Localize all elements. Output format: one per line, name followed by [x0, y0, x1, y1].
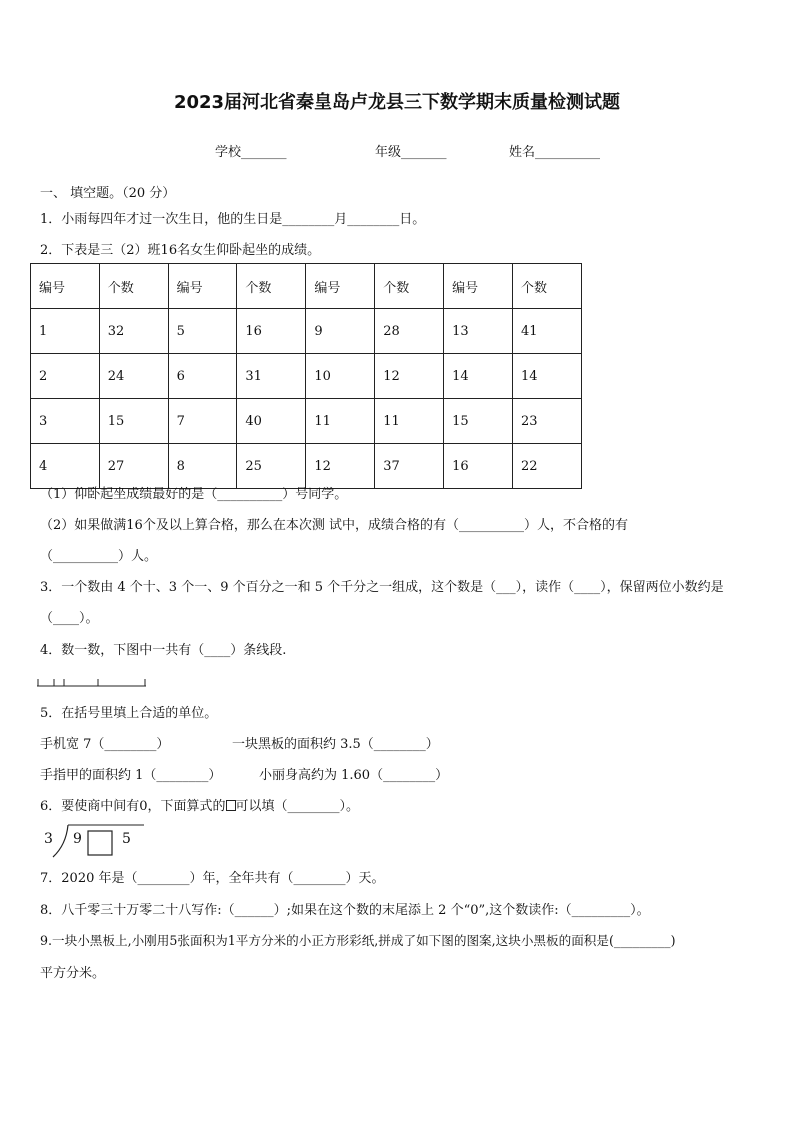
question-7: 7．2020 年是（________）年，全年共有（________）天。	[40, 871, 385, 886]
table-cell: 25	[237, 444, 306, 489]
dividend-digit: 5	[122, 831, 131, 847]
question-9-line1: 9.一块小黑板上,小刚用5张面积为1平方分米的小正方形彩纸,拼成了如下图的图案,这块小黑板的面积是(_________)	[40, 933, 676, 948]
division-bracket	[53, 825, 68, 857]
table-cell: 14	[444, 354, 513, 399]
table-cell: 15	[444, 399, 513, 444]
column-header: 编号	[306, 264, 375, 309]
question-2: 2．下表是三（2）班16名女生仰卧起坐的成绩。	[40, 243, 321, 258]
table-header-row	[31, 264, 582, 309]
question-5b: 一块黑板的面积约 3.5（________）	[232, 737, 439, 752]
table-row	[31, 309, 582, 354]
table-cell: 13	[444, 309, 513, 354]
question-5d: 小丽身高约为 1.60（________）	[259, 768, 449, 783]
table-cell: 31	[237, 354, 306, 399]
table-cell: 22	[513, 444, 582, 489]
table-cell: 27	[99, 444, 168, 489]
question-4: 4．数一数，下图中一共有（____）条线段.	[40, 643, 287, 658]
table-cell: 11	[375, 399, 444, 444]
column-header: 编号	[31, 264, 100, 309]
table-cell: 5	[168, 309, 237, 354]
table-cell: 23	[513, 399, 582, 444]
table-cell: 16	[237, 309, 306, 354]
table-cell: 2	[31, 354, 100, 399]
column-header: 编号	[444, 264, 513, 309]
table-cell: 32	[99, 309, 168, 354]
table-cell: 15	[99, 399, 168, 444]
column-header: 个数	[237, 264, 306, 309]
table-cell: 8	[168, 444, 237, 489]
table-cell: 9	[306, 309, 375, 354]
column-header: 编号	[168, 264, 237, 309]
table-row	[31, 354, 582, 399]
question-2-2-line1: （2）如果做满16个及以上算合格，那么在本次测 试中，成绩合格的有（__________）人，不合格的有	[40, 518, 628, 533]
table-row	[31, 399, 582, 444]
table-cell: 11	[306, 399, 375, 444]
question-8: 8．八千零三十万零二十八写作:（______）;如果在这个数的末尾添上 2 个“0”,这个数读作:（_________）。	[40, 903, 650, 918]
question-5c: 手指甲的面积约 1（________）	[40, 768, 222, 783]
table-cell: 40	[237, 399, 306, 444]
column-header: 个数	[375, 264, 444, 309]
table-cell: 12	[306, 444, 375, 489]
table-cell: 6	[168, 354, 237, 399]
dividend-digit: 9	[73, 831, 82, 847]
question-2-2-line2: （__________）人。	[40, 549, 158, 564]
question-2-1: （1）仰卧起坐成绩最好的是（__________）号同学。	[40, 487, 348, 502]
table-cell: 3	[31, 399, 100, 444]
column-header: 个数	[513, 264, 582, 309]
table-cell: 4	[31, 444, 100, 489]
question-3-line2: （____）。	[40, 611, 99, 626]
blank-digit-box	[88, 831, 112, 855]
divisor: 3	[44, 831, 53, 847]
long-division-figure	[38, 823, 148, 861]
question-9-line2: 平方分米。	[40, 966, 106, 981]
grade-field: 年级_______	[375, 145, 447, 160]
line-segment-figure	[36, 676, 148, 688]
school-field: 学校_______	[215, 145, 287, 160]
table-cell: 10	[306, 354, 375, 399]
table-cell: 14	[513, 354, 582, 399]
scores-table	[30, 263, 582, 489]
question-3-line1: 3．一个数由 4 个十、3 个一、9 个百分之一和 5 个千分之一组成，这个数是（___），读作（____），保留两位小数约是	[40, 580, 724, 595]
column-header: 个数	[99, 264, 168, 309]
table-cell: 1	[31, 309, 100, 354]
section-heading: 一、 填空题。（20 分）	[40, 186, 176, 201]
question-5a: 手机宽 7（________）	[40, 737, 170, 752]
table-cell: 12	[375, 354, 444, 399]
page-title: 2023届河北省秦皇岛卢龙县三下数学期末质量检测试题	[173, 92, 621, 113]
question-1: 1．小雨每四年才过一次生日，他的生日是________月________日。	[40, 212, 426, 227]
table-cell: 7	[168, 399, 237, 444]
table-cell: 41	[513, 309, 582, 354]
question-6-text: 6．要使商中间有0，下面算式的	[40, 799, 226, 814]
table-cell: 16	[444, 444, 513, 489]
question-5: 5．在括号里填上合适的单位。	[40, 706, 218, 721]
name-field: 姓名__________	[509, 145, 601, 160]
table-row	[31, 444, 582, 489]
question-6	[40, 795, 359, 814]
table-cell: 24	[99, 354, 168, 399]
table-cell: 37	[375, 444, 444, 489]
blank-box-icon	[226, 800, 236, 811]
question-6-text-after: 可以填（________）。	[235, 799, 360, 814]
table-cell: 28	[375, 309, 444, 354]
